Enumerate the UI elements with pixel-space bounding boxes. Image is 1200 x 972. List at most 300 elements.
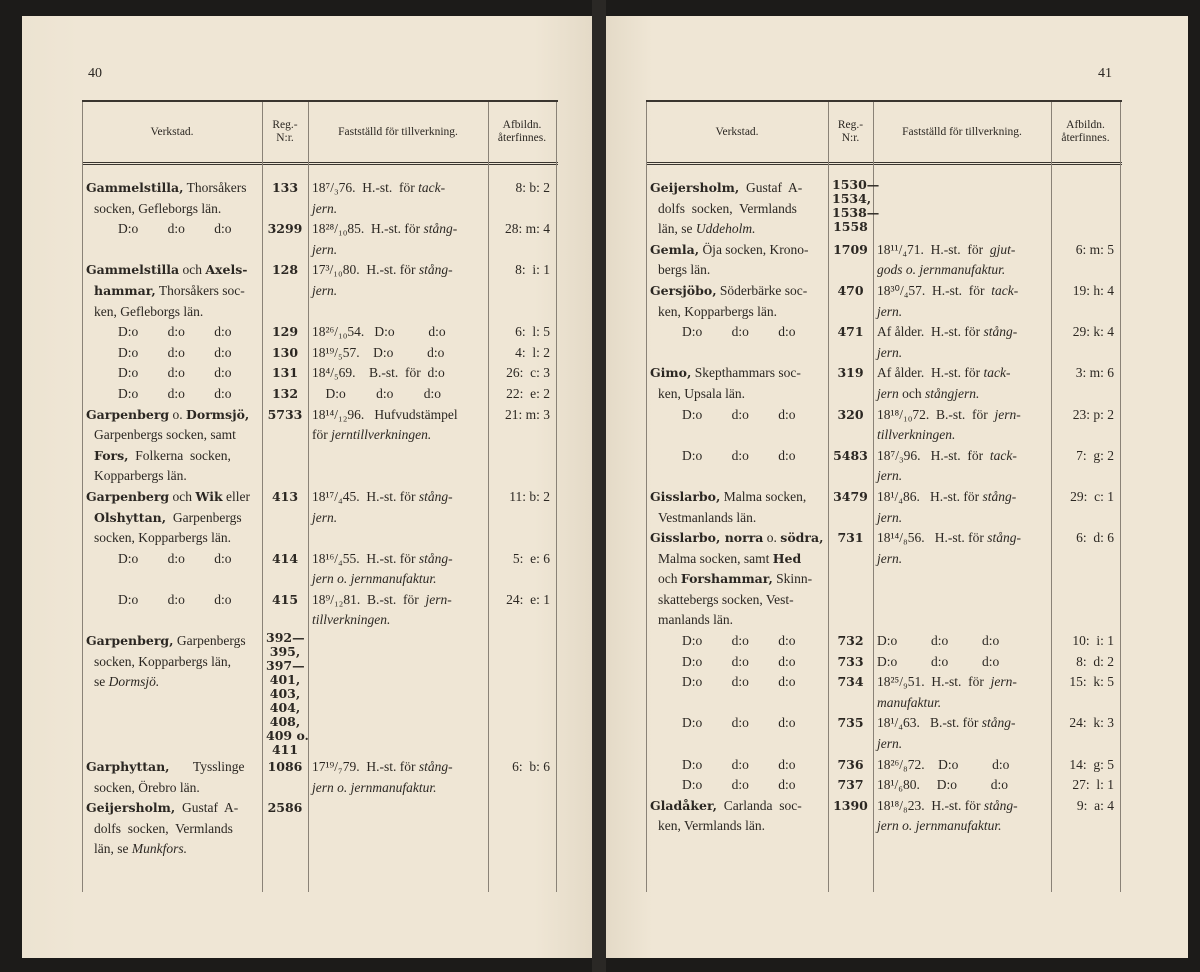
figure-reference (488, 631, 556, 757)
reg-number (262, 384, 308, 405)
table-row (82, 384, 558, 405)
desc-line (877, 549, 1047, 570)
reg-number (262, 343, 308, 364)
text-segment: ken, Gefleborgs län. (94, 303, 204, 319)
reg-number (828, 713, 873, 754)
name-line (86, 487, 258, 508)
desc-line (877, 775, 1047, 796)
reg-number (828, 652, 873, 673)
reg-number (828, 405, 873, 446)
text-segment: stång- (981, 715, 1016, 731)
table-row (82, 219, 558, 260)
desc-line (877, 693, 1047, 714)
desc-line (312, 757, 484, 778)
name-line (86, 219, 258, 240)
name-line (650, 508, 824, 529)
figure-line (492, 798, 550, 819)
works-name (646, 652, 828, 673)
works-name (646, 755, 828, 776)
text-segment: 18⁷/₃76. H.-st. för (312, 180, 419, 195)
table-row (646, 240, 1122, 281)
table-row (646, 322, 1122, 363)
table-row (82, 590, 558, 631)
reg-line: 5483 (833, 447, 868, 463)
desc-line (877, 384, 1047, 405)
figure-reference (1051, 775, 1120, 796)
reg-line: 3299 (267, 221, 303, 237)
header-fastst: Fastställd för tillverkning. (338, 125, 458, 138)
table-row (82, 798, 558, 860)
desc-line (312, 549, 484, 570)
name-line (650, 713, 824, 734)
text-segment: 18¹⁴/₁₂96. Hufvudstämpel (312, 406, 458, 422)
reg-line: 319 (837, 365, 864, 381)
text-segment: eller (222, 488, 251, 504)
reg-line: 1530— (832, 177, 880, 192)
figure-reference (1051, 446, 1120, 487)
figure-reference (488, 260, 556, 322)
table-row (82, 260, 558, 322)
text-segment: Öja socken, Krono- (699, 241, 809, 257)
table-body (82, 178, 558, 860)
works-name (646, 363, 828, 404)
desc-line (312, 569, 484, 590)
figure-reference (1051, 672, 1120, 713)
text-segment: Geijersholm, (86, 800, 176, 816)
figure-line: 24: e: 1 (506, 591, 550, 607)
figure-reference (488, 590, 556, 631)
works-name (646, 796, 828, 837)
text-segment: jern o. jernmanufaktur. (312, 571, 437, 587)
works-name (82, 260, 262, 322)
reg-number (262, 487, 308, 549)
figure-reference (1051, 240, 1120, 281)
name-line (86, 405, 258, 426)
reg-number (262, 363, 308, 384)
stamp-description (873, 322, 1051, 363)
text-segment: D:o d:o d:o (682, 777, 796, 793)
name-line (650, 590, 824, 611)
reg-line: 397— (266, 658, 305, 674)
figure-line: 5: e: 6 (512, 550, 550, 566)
name-line (86, 260, 258, 281)
reg-line: 737 (837, 777, 864, 793)
text-segment: jern. (877, 468, 903, 484)
reg-number (262, 260, 308, 322)
text-segment: manlands län. (658, 612, 733, 628)
figure-line: 29: c: 1 (1070, 488, 1114, 504)
desc-line (877, 652, 1047, 673)
name-line (86, 446, 258, 467)
works-name (646, 713, 828, 754)
name-line (86, 425, 258, 446)
stamp-description (873, 652, 1051, 673)
works-name (82, 590, 262, 631)
header-reg: Reg.- N:r. (837, 119, 864, 144)
reg-line: 1538— (832, 205, 880, 220)
name-line (650, 219, 824, 240)
reg-line: 415 (271, 591, 299, 607)
figure-reference (488, 757, 556, 798)
desc-line (877, 466, 1047, 487)
reg-line: 411 (271, 742, 299, 758)
stamp-description (308, 219, 488, 260)
text-segment: D:o d:o d:o (682, 653, 796, 669)
reg-number (828, 672, 873, 713)
text-segment: Skepthammars soc- (691, 365, 801, 381)
desc-line (312, 178, 484, 199)
text-segment: 18¹⁸/₈23. H.-st. för (877, 797, 984, 813)
figure-line: 28: m: 4 (504, 221, 550, 237)
text-segment: D:o d:o d:o (682, 324, 796, 340)
name-line (650, 528, 824, 549)
figure-line: 6: d: 6 (1076, 530, 1114, 546)
figure-line: 6: m: 5 (1075, 241, 1114, 257)
header-reg: Reg.- N:r. (272, 119, 298, 144)
text-segment: jern- (994, 406, 1021, 422)
reg-line: 408, (269, 714, 301, 730)
text-segment: tack- (989, 447, 1017, 463)
text-segment: stångjern. (925, 385, 980, 401)
name-line (650, 446, 824, 467)
text-segment: Af ålder. H.-st. för (877, 324, 984, 340)
text-segment: 17³/₁₀80. H.-st. för (312, 262, 419, 278)
text-segment: Af ålder. H.-st. för (877, 365, 984, 381)
header-verkstad: Verkstad. (150, 125, 194, 138)
figure-line: 11: b: 2 (509, 488, 550, 504)
text-segment: Gustaf A- (739, 180, 803, 195)
text-segment: manufaktur. (877, 694, 942, 710)
name-line (86, 343, 258, 364)
figure-reference (488, 798, 556, 860)
stamp-description (873, 672, 1051, 713)
reg-number (262, 757, 308, 798)
text-segment: jerntillverkningen. (331, 427, 432, 443)
text-segment: för (312, 427, 332, 443)
table-row (646, 713, 1122, 754)
name-line (650, 405, 824, 426)
text-segment: jern o. jernmanufaktur. (312, 779, 437, 795)
text-segment: stång- (418, 759, 453, 775)
reg-number (828, 631, 873, 652)
text-segment: ken, Upsala län. (658, 385, 745, 401)
reg-line: 3479 (833, 488, 868, 504)
reg-line: 414 (271, 550, 299, 566)
text-segment: Wik (195, 488, 223, 504)
text-segment: Gustaf A- (175, 800, 239, 816)
figure-reference (1051, 755, 1120, 776)
name-line (650, 240, 824, 261)
text-segment: och (658, 571, 681, 587)
reg-line: 320 (837, 406, 864, 422)
table-body (646, 178, 1122, 837)
text-segment: hammar, (94, 282, 156, 298)
text-segment: bergs län. (658, 262, 711, 278)
text-segment: socken, Kopparbergs län. (94, 530, 231, 546)
reg-line: 1709 (833, 241, 868, 257)
desc-line (312, 322, 484, 343)
text-segment: ken, Vermlands län. (658, 818, 765, 834)
header-afb: Afbildn. återfinnes. (497, 119, 547, 144)
text-segment: Tysslinge (169, 759, 245, 775)
text-segment: jern- (425, 591, 452, 607)
table-row (82, 405, 558, 487)
page-number: 40 (88, 66, 102, 81)
figure-reference (488, 219, 556, 260)
figure-reference (488, 549, 556, 590)
text-segment: län, se (94, 841, 132, 857)
reg-line: 131 (271, 365, 299, 381)
table-row (646, 755, 1122, 776)
reg-number (828, 796, 873, 837)
figure-reference (1051, 713, 1120, 754)
name-line (86, 631, 258, 652)
reg-line: 1390 (833, 797, 868, 813)
text-segment: D:o d:o d:o (682, 756, 796, 772)
text-segment: Uddeholm. (695, 221, 756, 237)
text-segment: D:o d:o d:o (118, 324, 232, 340)
reg-number (262, 322, 308, 343)
text-segment: D:o d:o d:o (118, 591, 232, 607)
text-segment: 18¹⁶/₄55. H.-st. för (312, 550, 419, 566)
reg-line: 731 (837, 530, 864, 546)
text-segment: D:o d:o d:o (118, 550, 232, 566)
reg-line: 132 (271, 385, 299, 401)
figure-reference (488, 178, 556, 219)
works-name (646, 672, 828, 713)
stamp-description (873, 755, 1051, 776)
table-row (646, 178, 1122, 240)
reg-number (262, 590, 308, 631)
reg-line: 130 (271, 344, 299, 360)
text-segment: stång- (983, 324, 1018, 340)
desc-line (877, 528, 1047, 549)
text-segment: 18²⁶/₈72. D:o d:o (877, 756, 1010, 772)
name-line (86, 590, 258, 611)
text-segment: dolfs socken, Vermlands (658, 200, 797, 216)
figure-reference (488, 322, 556, 343)
desc-line (312, 425, 484, 446)
name-line (86, 819, 258, 840)
works-name (646, 405, 828, 446)
table-row (646, 652, 1122, 673)
name-line (650, 384, 824, 405)
figure-line: 6: l: 5 (515, 324, 550, 340)
text-segment: 18²⁶/₁₀54. D:o d:o (312, 324, 446, 340)
register-table (82, 100, 558, 892)
works-name (82, 219, 262, 260)
text-segment: Gimo, (650, 365, 692, 381)
desc-line (877, 281, 1047, 302)
reg-number (262, 219, 308, 260)
figure-line: 26: c: 3 (506, 365, 550, 381)
reg-line: 471 (837, 324, 864, 340)
desc-line (877, 487, 1047, 508)
figure-reference (1051, 405, 1120, 446)
text-segment: jern- (990, 674, 1017, 690)
stamp-description (308, 631, 488, 757)
text-segment: Kopparbergs län. (94, 468, 187, 484)
text-segment: ken, Kopparbergs län. (658, 303, 777, 319)
works-name (82, 343, 262, 364)
desc-line (877, 302, 1047, 323)
name-line (650, 569, 824, 590)
text-segment: Forshammar, (680, 571, 773, 587)
text-segment: Gisslarbo, norra (650, 530, 764, 546)
table-row (646, 528, 1122, 631)
desc-line (877, 322, 1047, 343)
figure-line: 8: d: 2 (1076, 653, 1114, 669)
stamp-description (873, 528, 1051, 631)
name-line (650, 281, 824, 302)
figure-line: 23: p: 2 (1072, 406, 1114, 422)
name-line (86, 302, 258, 323)
stamp-description (873, 405, 1051, 446)
works-name (82, 757, 262, 798)
text-segment: Hed (772, 550, 802, 566)
name-line (650, 610, 824, 631)
text-segment: jern o. jernmanufaktur. (877, 818, 1002, 834)
reg-line: 128 (271, 262, 299, 278)
desc-line (312, 260, 484, 281)
text-segment: jern. (877, 550, 903, 566)
text-segment: stång- (987, 530, 1021, 546)
desc-line (312, 778, 484, 799)
text-segment: 18⁹/₁₂81. B.-st. för (312, 591, 426, 607)
text-segment: län, se (658, 221, 696, 237)
text-segment: Olshyttan, (94, 509, 167, 525)
text-segment: Gersjöbo, (650, 282, 717, 298)
figure-line: 29: k: 4 (1072, 324, 1114, 340)
name-line (650, 672, 824, 693)
text-segment: Thorsåkers soc- (155, 282, 245, 298)
text-segment: tack- (418, 180, 446, 195)
works-name (82, 631, 262, 757)
figure-reference (1051, 281, 1120, 322)
name-line (650, 549, 824, 570)
works-name (646, 322, 828, 363)
figure-reference (1051, 322, 1120, 363)
reg-line: 2586 (267, 800, 303, 816)
text-segment: dolfs socken, Vermlands (94, 820, 233, 836)
text-segment: södra, (780, 530, 824, 546)
desc-line (312, 343, 484, 364)
desc-line (877, 816, 1047, 837)
table-row (82, 363, 558, 384)
reg-line: 732 (837, 633, 864, 649)
text-segment: jern. (312, 241, 338, 257)
stamp-description (873, 446, 1051, 487)
reg-line: 735 (837, 715, 864, 731)
stamp-description (873, 178, 1051, 240)
desc-line (877, 240, 1047, 261)
text-segment: Fors, (94, 447, 129, 463)
text-segment: 18¹⁴/₈56. H.-st. för (877, 530, 988, 546)
desc-line (877, 425, 1047, 446)
figure-reference (1051, 652, 1120, 673)
text-segment: jern. (312, 509, 338, 525)
register-table (646, 100, 1122, 892)
figure-line: 21: m: 3 (504, 406, 550, 422)
table-row (646, 796, 1122, 837)
text-segment: jern. (877, 736, 903, 752)
figure-line: 8: i: 1 (515, 262, 550, 278)
desc-line (877, 796, 1047, 817)
table-row (82, 343, 558, 364)
text-segment: Söderbärke soc- (716, 282, 808, 298)
name-line (86, 528, 258, 549)
text-segment: och (169, 488, 196, 504)
name-line (86, 778, 258, 799)
desc-line (312, 405, 484, 426)
text-segment: 18²⁸/₁₀85. H.-st. för (312, 221, 424, 237)
figure-reference (488, 343, 556, 364)
reg-line: 5733 (267, 406, 303, 422)
text-segment: Dormsjö, (186, 406, 250, 422)
name-line (650, 652, 824, 673)
works-name (82, 798, 262, 860)
stamp-description (308, 384, 488, 405)
table-row (82, 549, 558, 590)
header-fastst: Fastställd för tillverkning. (902, 125, 1022, 138)
figure-line (492, 631, 550, 652)
desc-line (877, 446, 1047, 467)
reg-number (828, 322, 873, 363)
table-row (82, 178, 558, 219)
name-line (86, 798, 258, 819)
name-line (86, 178, 258, 199)
reg-line: 1086 (267, 759, 303, 775)
reg-line: 413 (271, 488, 299, 504)
text-segment: jern. (312, 282, 338, 298)
text-segment: tack- (991, 282, 1019, 298)
text-segment: D:o d:o d:o (877, 653, 1000, 669)
desc-line (877, 508, 1047, 529)
text-segment: Munkfors. (131, 841, 187, 857)
text-segment: Dormsjö. (108, 674, 160, 690)
figure-reference (488, 487, 556, 549)
table-row (646, 363, 1122, 404)
desc-line (877, 260, 1047, 281)
name-line (86, 839, 258, 860)
text-segment: Geijersholm, (650, 180, 740, 195)
left-page (22, 16, 592, 958)
text-segment: Garpenberg (86, 406, 170, 422)
name-line (86, 322, 258, 343)
desc-line (312, 384, 484, 405)
figure-reference (1051, 487, 1120, 528)
works-name (646, 446, 828, 487)
stamp-description (873, 487, 1051, 528)
figure-reference (488, 384, 556, 405)
reg-line: 129 (271, 324, 299, 340)
text-segment: stång- (982, 488, 1017, 504)
desc-line (877, 734, 1047, 755)
text-segment: Garpenbergs socken, samt (94, 427, 236, 443)
figure-reference (1051, 178, 1120, 240)
name-line (86, 466, 258, 487)
text-segment: stång- (983, 797, 1018, 813)
text-segment: D:o d:o d:o (118, 365, 232, 381)
works-name (82, 363, 262, 384)
table-row (646, 405, 1122, 446)
text-segment: o. (169, 406, 187, 422)
text-segment: jern. (312, 200, 338, 216)
reg-line: 409 o. (266, 728, 309, 744)
text-segment: Garpenberg (86, 488, 170, 504)
text-segment: stång- (418, 262, 453, 278)
works-name (646, 631, 828, 652)
